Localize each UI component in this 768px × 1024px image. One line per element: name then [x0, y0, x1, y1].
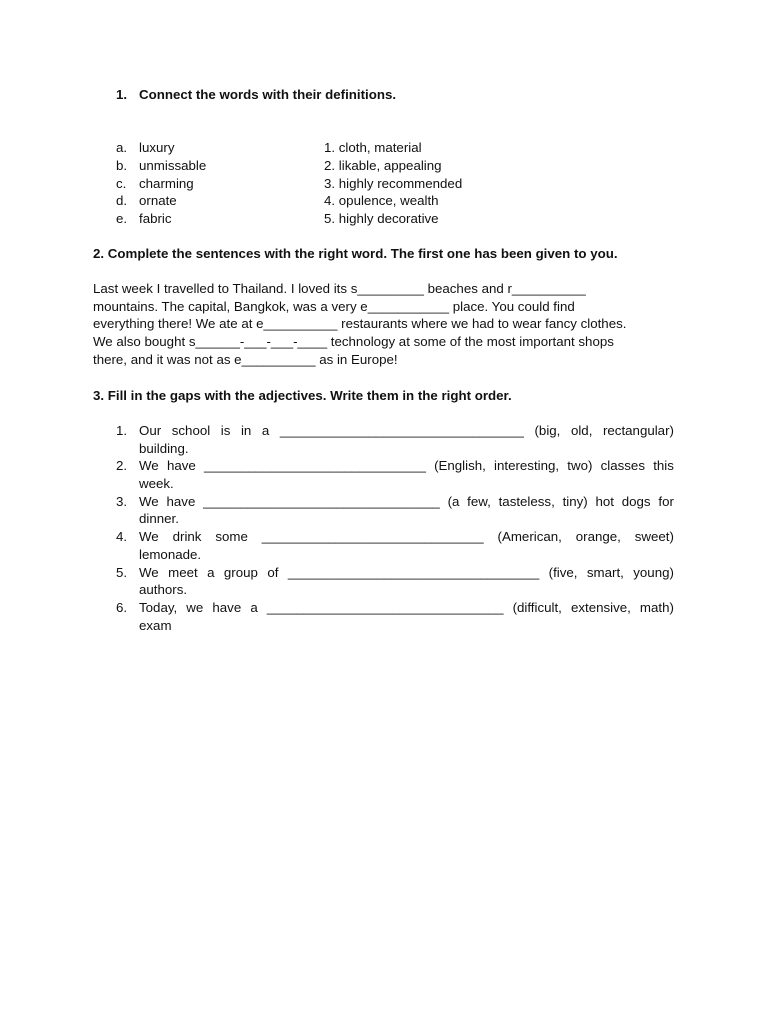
paragraph-line: We also bought s______-___-___-____ technology at some of the most important shops	[93, 334, 614, 350]
exercise-line	[139, 457, 674, 475]
exercise-item	[116, 564, 674, 599]
paragraph-line: everything there! We ate at e__________ restaurants where we had to wear fancy clothes.	[93, 316, 627, 332]
word-letter: e.	[116, 211, 128, 227]
word-letter: c.	[116, 175, 127, 191]
exercise-word: young)	[633, 564, 674, 580]
exercise-word: is	[220, 423, 231, 438]
exercise-word: rectangular)	[602, 423, 674, 438]
exercise-number: 2.	[116, 458, 128, 474]
exercise-word: We	[139, 529, 159, 545]
section1-heading-text: Connect the words with their definitions.	[139, 87, 397, 102]
exercise-line	[139, 599, 674, 617]
exercise-item	[116, 422, 674, 457]
exercise-continuation: dinner.	[139, 511, 179, 527]
exercise-word: for	[658, 493, 674, 509]
exercise-word: smart,	[586, 564, 624, 580]
exercise-number: 5.	[116, 564, 128, 580]
exercise-line	[139, 422, 674, 440]
exercise-line	[139, 564, 674, 582]
word-item	[116, 210, 206, 228]
exercise-number: 1.	[116, 423, 128, 438]
exercise-word: interesting,	[494, 458, 560, 474]
section1-heading	[116, 86, 396, 104]
exercise-word: in	[240, 423, 252, 438]
exercise-word: few,	[467, 493, 491, 509]
word-text: ornate	[139, 193, 177, 209]
exercise-item	[116, 493, 674, 528]
exercise-word: Today,	[139, 599, 178, 615]
word-text: unmissable	[139, 157, 207, 173]
section1-number: 1.	[116, 87, 128, 102]
section2-heading: 2. Complete the sentences with the right word. The first one has been given to you.	[93, 246, 618, 261]
exercise-word: dogs	[621, 493, 651, 509]
exercise-word: two)	[567, 458, 593, 474]
exercise-continuation: week.	[139, 476, 174, 492]
answer-blank[interactable]: ________________________________	[203, 493, 440, 509]
exercise-word: group	[223, 564, 258, 580]
exercise-item	[116, 528, 674, 563]
exercise-word: hot	[595, 493, 614, 509]
word-text: fabric	[139, 211, 172, 227]
exercise-number: 3.	[116, 493, 128, 509]
exercise-word: of	[267, 564, 279, 580]
exercise-word: this	[653, 458, 674, 474]
definition-list	[324, 139, 462, 228]
exercise-word: a	[207, 564, 215, 580]
exercise-word: classes	[600, 458, 645, 474]
exercise-word: We	[139, 564, 159, 580]
definition-item: 5. highly decorative	[324, 211, 439, 227]
exercise-word: Our	[139, 423, 162, 438]
exercise-word: drink	[172, 529, 202, 545]
exercise-continuation: building.	[139, 440, 189, 456]
word-letter: a.	[116, 140, 128, 155]
exercise-word: (a	[447, 493, 460, 509]
exercise-line	[139, 528, 674, 546]
word-letter: b.	[116, 157, 128, 173]
exercise-word: (five,	[548, 564, 578, 580]
answer-blank[interactable]: ______________________________	[204, 458, 426, 474]
answer-blank[interactable]: ________________________________	[266, 599, 504, 615]
paragraph-line: mountains. The capital, Bangkok, was a very e___________ place. You could find	[93, 298, 575, 314]
exercise-word: (big,	[534, 423, 561, 438]
word-item	[116, 192, 206, 210]
exercise-continuation: exam	[139, 617, 172, 633]
exercise-word: orange,	[575, 529, 621, 545]
word-item	[116, 157, 206, 175]
definition-item: 1. cloth, material	[324, 140, 422, 155]
exercise-word: a	[250, 599, 258, 615]
exercise-word: tasteless,	[498, 493, 555, 509]
exercise-word: have	[212, 599, 242, 615]
exercise-word: a	[261, 423, 270, 438]
exercise-line	[139, 493, 674, 511]
exercise-continuation: authors.	[139, 582, 188, 598]
definition-item: 3. highly recommended	[324, 175, 463, 191]
exercise-list	[116, 422, 674, 634]
exercise-word: some	[215, 529, 248, 545]
exercise-word: We	[139, 458, 159, 474]
exercise-word: (English,	[434, 458, 486, 474]
section3-heading: 3. Fill in the gaps with the adjectives. Write them in the right order.	[93, 388, 512, 403]
section2-paragraph	[93, 280, 673, 368]
answer-blank[interactable]: __________________________________	[287, 564, 540, 580]
exercise-word: extensive,	[570, 599, 631, 615]
definition-item: 2. likable, appealing	[324, 157, 442, 173]
exercise-word: tiny)	[562, 493, 588, 509]
exercise-word: old,	[570, 423, 593, 438]
definition-item: 4. opulence, wealth	[324, 193, 439, 209]
word-text: luxury	[139, 140, 175, 155]
exercise-word: We	[139, 493, 159, 509]
exercise-word: math)	[639, 599, 674, 615]
word-list	[116, 139, 206, 228]
exercise-word: sweet)	[634, 529, 674, 545]
exercise-word: school	[171, 423, 211, 438]
exercise-continuation: lemonade.	[139, 546, 202, 562]
word-item	[116, 175, 206, 193]
paragraph-line: Last week I travelled to Thailand. I loved its s_________ beaches and r__________	[93, 281, 586, 296]
exercise-number: 6.	[116, 599, 128, 615]
paragraph-line: there, and it was not as e__________ as in Europe!	[93, 351, 398, 367]
exercise-word: (difficult,	[512, 599, 562, 615]
word-item	[116, 139, 206, 157]
exercise-word: meet	[168, 564, 198, 580]
exercise-word: have	[166, 458, 196, 474]
exercise-word: have	[166, 493, 196, 509]
exercise-item	[116, 457, 674, 492]
answer-blank[interactable]: ______________________________	[261, 529, 484, 545]
answer-blank[interactable]: _________________________________	[279, 423, 524, 438]
word-letter: d.	[116, 193, 128, 209]
exercise-word: (American,	[497, 529, 562, 545]
exercise-number: 4.	[116, 529, 128, 545]
exercise-item	[116, 599, 674, 634]
exercise-word: we	[186, 599, 204, 615]
word-text: charming	[139, 175, 194, 191]
